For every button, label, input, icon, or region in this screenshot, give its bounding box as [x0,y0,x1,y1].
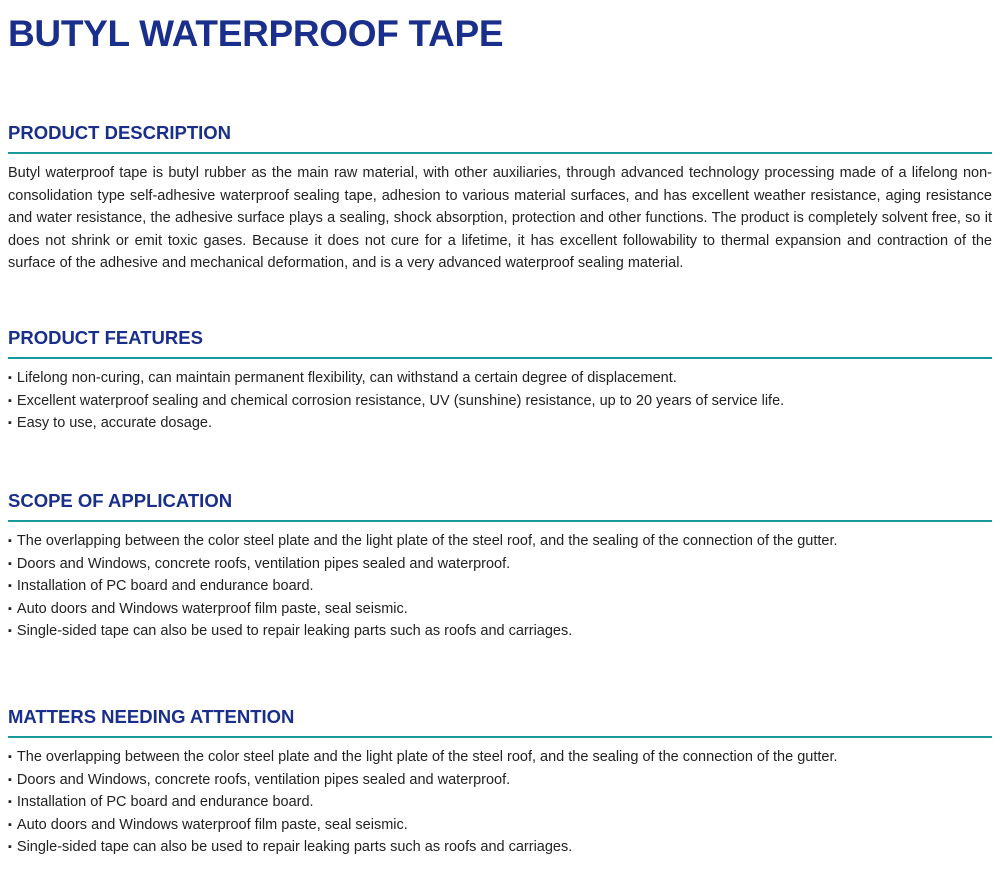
list-item: ▪ Single-sided tape can also be used to repair leaking parts such as roofs and carriages. [8,836,992,859]
matters-needing-attention-heading: MATTERS NEEDING ATTENTION [8,706,992,738]
scope-of-application-list [8,530,992,643]
list-item: ▪ Installation of PC board and endurance board. [8,791,992,814]
product-features-list [8,367,992,435]
product-description-body [8,162,992,275]
list-item: ▪ The overlapping between the color steel plate and the light plate of the steel roof, and the sealing of the connection of the gutter. [8,530,992,553]
list-item: ▪ Doors and Windows, concrete roofs, ventilation pipes sealed and waterproof. [8,769,992,792]
scope-of-application-section [8,490,992,643]
scope-of-application-heading: SCOPE OF APPLICATION [8,490,992,522]
product-features-heading: PRODUCT FEATURES [8,327,992,359]
product-description-heading: PRODUCT DESCRIPTION [8,122,992,154]
matters-needing-attention-section [8,706,992,859]
list-item: ▪ Auto doors and Windows waterproof film paste, seal seismic. [8,814,992,837]
product-description-section [8,122,992,275]
matters-needing-attention-body [8,746,992,859]
scope-of-application-body [8,530,992,643]
list-item: ▪ Single-sided tape can also be used to repair leaking parts such as roofs and carriages. [8,620,992,643]
page-title: BUTYL WATERPROOF TAPE [8,13,504,54]
list-item: ▪ The overlapping between the color steel plate and the light plate of the steel roof, and the sealing of the connection of the gutter. [8,746,992,769]
matters-needing-attention-list [8,746,992,859]
list-item: ▪ Excellent waterproof sealing and chemical corrosion resistance, UV (sunshine) resistance, up to 20 years of service life. [8,390,992,413]
list-item: ▪ Auto doors and Windows waterproof film paste, seal seismic. [8,598,992,621]
product-description-text: Butyl waterproof tape is butyl rubber as the main raw material, with other auxiliaries, through advanced technology processing made of a lifelong non-consolidation type self-adhesive waterproof sealing tape, adhesion to various material surfaces, and has excellent weather resistance, aging resistance and water resistance, the adhesive surface plays a sealing, shock absorption, protection and other functions. The product is completely solvent free, so it does not shrink or emit toxic gases. Because it does not cure for a lifetime, it has excellent followability to thermal expansion and contraction of the surface of the adhesive and mechanical deformation, and is a very advanced waterproof sealing material. [8,165,992,272]
product-features-body [8,367,992,435]
list-item: ▪ Easy to use, accurate dosage. [8,412,992,435]
list-item: ▪ Lifelong non-curing, can maintain permanent flexibility, can withstand a certain degree of displacement. [8,367,992,390]
product-features-section [8,327,992,435]
list-item: ▪ Installation of PC board and endurance board. [8,575,992,598]
list-item: ▪ Doors and Windows, concrete roofs, ventilation pipes sealed and waterproof. [8,553,992,576]
